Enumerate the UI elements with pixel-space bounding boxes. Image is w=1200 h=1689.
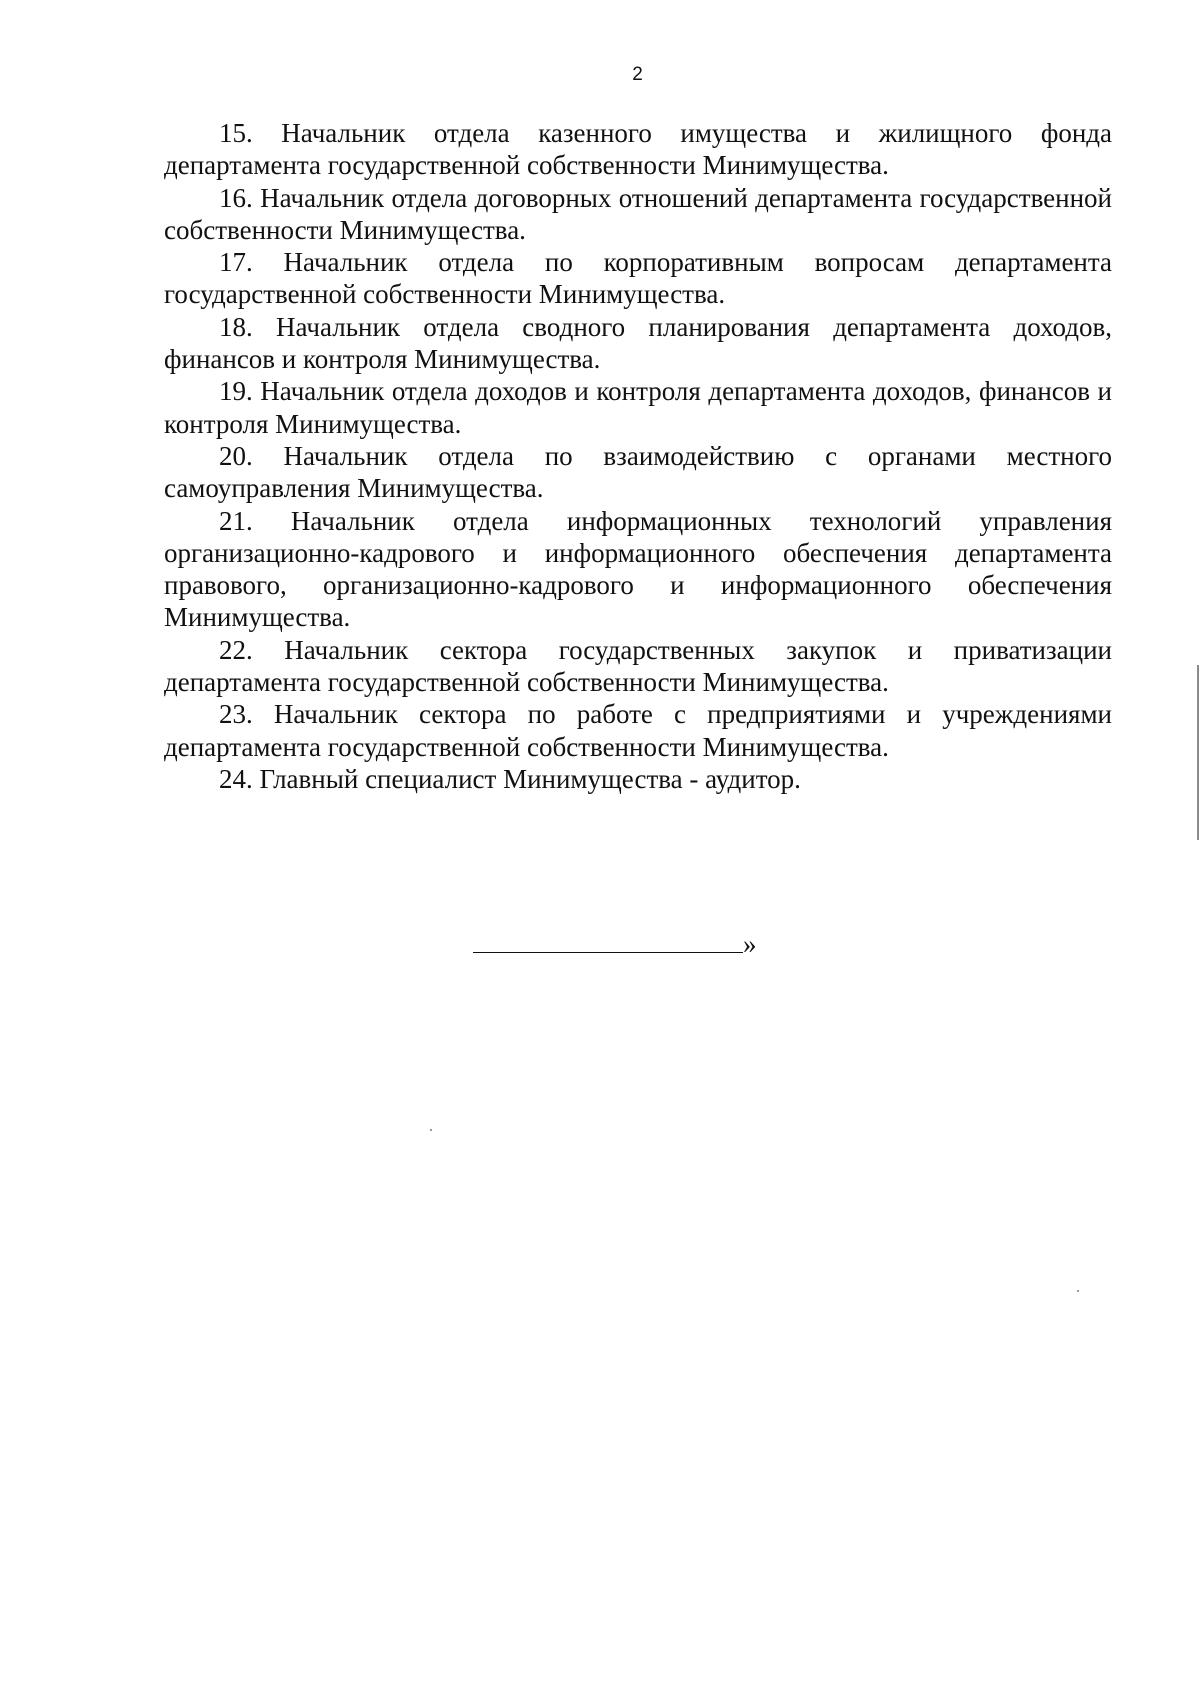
position-list [164,117,1112,795]
page-number: 2 [632,64,643,85]
scan-edge-line [1197,665,1199,840]
scan-speck [430,1129,432,1131]
list-item: 17. Начальник отдела по корпоративным вопросам департамента государственной собственности Минимущества. [164,247,1112,310]
list-item: 21. Начальник отдела информационных технологий управления организационно-кадрового и информационного обеспечения департамента правового, организационно-кадрового и информационного обеспечения Минимущества. [164,505,1112,633]
list-item: 23. Начальник сектора по работе с предприятиями и учреждениями департамента государственной собственности Минимущества. [164,699,1112,762]
scan-speck [1077,1290,1079,1292]
list-item: 24. Главный специалист Минимущества - аудитор. [219,763,801,794]
list-item: 19. Начальник отдела доходов и контроля департамента доходов, финансов и контроля Минимущества. [164,376,1112,439]
closing-line [473,928,757,960]
list-item: 18. Начальник отдела сводного планирования департамента доходов, финансов и контроля Минимущества. [164,311,1112,375]
list-item: 22. Начальник сектора государственных закупок и приватизации департамента государственной собственности Минимущества. [164,634,1112,698]
closing-quote: » [743,929,757,959]
list-item: 20. Начальник отдела по взаимодействию с органами местного самоуправления Минимущества. [164,440,1112,504]
underline-rule [473,930,743,953]
list-item: 15. Начальник отдела казенного имущества и жилищного фонда департамента государственной собственности Минимущества. [164,118,1112,181]
list-item: 16. Начальник отдела договорных отношений департамента государственной собственности Минимущества. [164,182,1112,245]
